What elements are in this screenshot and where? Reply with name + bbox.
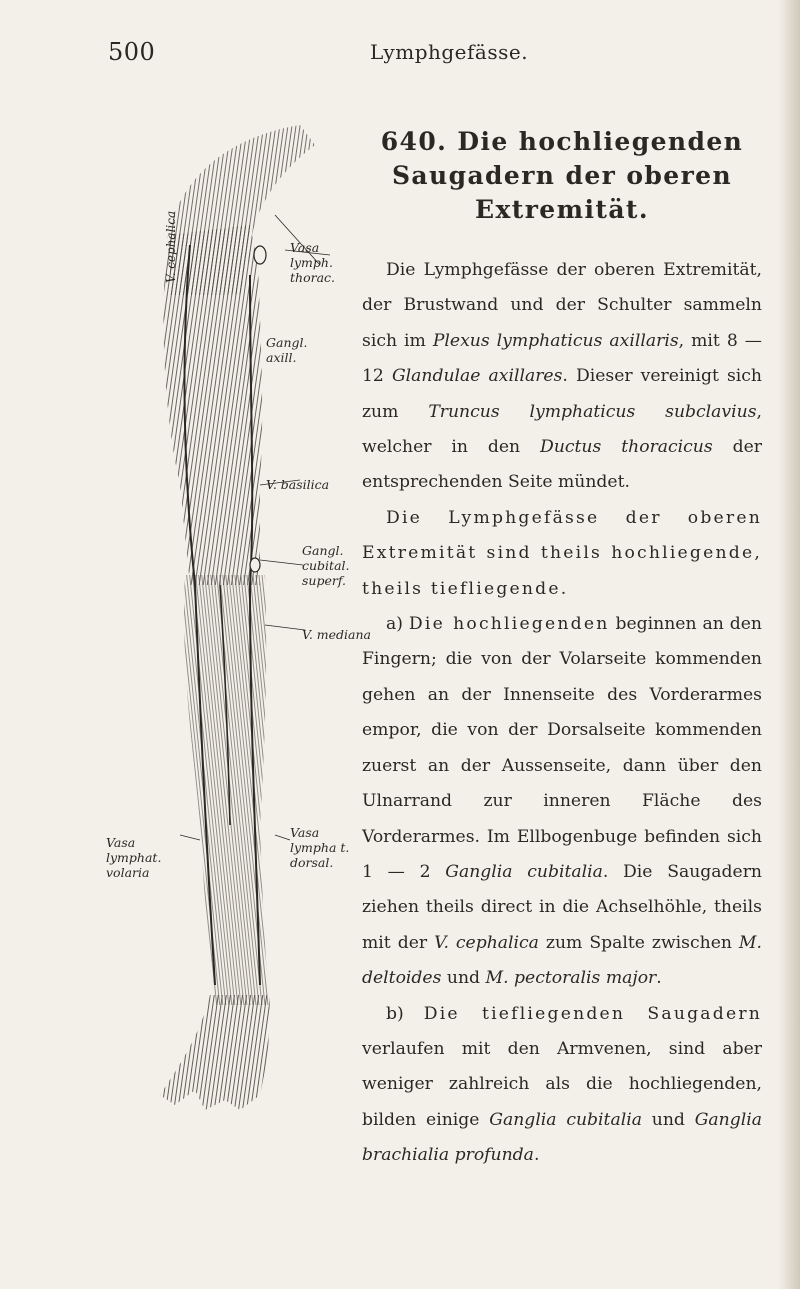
text: zum Spalte zwischen <box>538 932 739 953</box>
paragraph-classification: Die Lymphgefässe der oberen Extremität sind theils hochliegende, theils tiefliegende. <box>362 507 762 599</box>
label-line: lympha t. <box>290 840 350 855</box>
text: . <box>656 968 662 989</box>
label-line: Vasa <box>290 825 320 840</box>
text: der entsprechenden Seite mündet. <box>362 437 762 493</box>
term: Glandulae axillares <box>391 366 563 387</box>
text: a) <box>386 614 409 635</box>
label-v-basilica: V. basilica <box>266 477 330 492</box>
text: und <box>441 968 486 989</box>
label-vasa-lymphat-volaria <box>106 835 161 880</box>
title-line: Extremität. <box>475 195 649 224</box>
label-v-mediana: V. mediana <box>302 627 371 642</box>
node-cubital <box>250 558 260 572</box>
label-gangl-axill <box>266 335 307 365</box>
emphasis: Die hochliegenden <box>408 614 610 635</box>
label-line: dorsal. <box>290 855 334 870</box>
text: , mit 8 — 12 <box>362 330 762 387</box>
page-edge-shadow <box>778 0 800 1289</box>
term: V. cephalica <box>434 932 539 953</box>
title-line: 640. Die hochliegenden <box>380 127 744 156</box>
label-line: thorac. <box>290 270 336 285</box>
text: Die Lymphgefässe der oberen Extremität, der Brustwand und der Schulter sammeln sich im <box>362 260 762 351</box>
label-line: Gangl. <box>266 335 308 350</box>
text: . Die Saugadern ziehen theils direct in die Achselhöhle, theils mit der <box>362 861 763 953</box>
term: M. deltoides <box>362 932 762 989</box>
term: Ganglia brachialia profunda <box>362 1109 762 1166</box>
page-number: 500 <box>108 38 156 66</box>
text: beginnen an den Fingern; die von der Volarseite kommenden gehen an der Innenseite des Vorderarmes empor, die von der Dorsalseite kommenden zuerst an der Aussenseite, dann über den Ulnarrand zur inneren Fläche des Vorderarmes. Im Ellbogenbuge befinden sich 1 — 2 <box>362 614 762 882</box>
paragraph-deep <box>362 997 762 1174</box>
text: . <box>533 1145 540 1166</box>
label-line: superf. <box>302 573 346 588</box>
node-axillary <box>254 246 266 264</box>
text: verlaufen mit den Armvenen, sind aber weniger zahlreich als die hochliegenden, bilden einige <box>362 1038 762 1130</box>
anatomical-figure-arm <box>100 105 371 1120</box>
text: . Dieser vereinigt sich zum <box>362 366 762 422</box>
section-title <box>362 125 762 227</box>
label-line: Vasa <box>106 835 136 850</box>
term: Plexus lymphaticus axillaris <box>432 330 679 351</box>
paragraph-superficial <box>362 607 762 996</box>
term: Ductus thoracicus <box>540 437 713 458</box>
label-line: Vasa <box>290 240 320 255</box>
term: Ganglia cubitalia <box>489 1109 642 1130</box>
label-gangl-cubital <box>302 543 350 588</box>
upper-arm <box>164 225 263 585</box>
hand <box>160 995 270 1110</box>
label-line: lymphat. <box>106 850 162 865</box>
running-title: Lymphgefässe. <box>370 40 529 64</box>
label-line: cubital. <box>302 558 350 573</box>
term: Truncus lymphaticus subclavius <box>428 401 757 422</box>
label-line: axill. <box>266 350 297 365</box>
label-vasa-lympha-dorsal <box>290 825 349 870</box>
text-column <box>362 125 762 1174</box>
title-line: Saugadern der oberen <box>391 161 733 190</box>
page-header <box>0 38 800 68</box>
label-line: volaria <box>106 865 150 880</box>
label-vasa-lymph-thorac <box>290 240 335 285</box>
text: , welcher in den <box>362 401 762 458</box>
term: M. pectoralis major <box>485 968 657 989</box>
term: Ganglia cubitalia <box>445 861 603 882</box>
text: b) <box>386 1003 424 1024</box>
label-line: lymph. <box>290 255 333 270</box>
label-v-cephalica: V. cephalica <box>164 210 178 283</box>
label-line: Gangl. <box>302 543 344 558</box>
emphasis: Die tiefliegenden Saugadern <box>423 1003 763 1024</box>
text: und <box>641 1109 695 1130</box>
paragraph-intro <box>362 253 762 501</box>
